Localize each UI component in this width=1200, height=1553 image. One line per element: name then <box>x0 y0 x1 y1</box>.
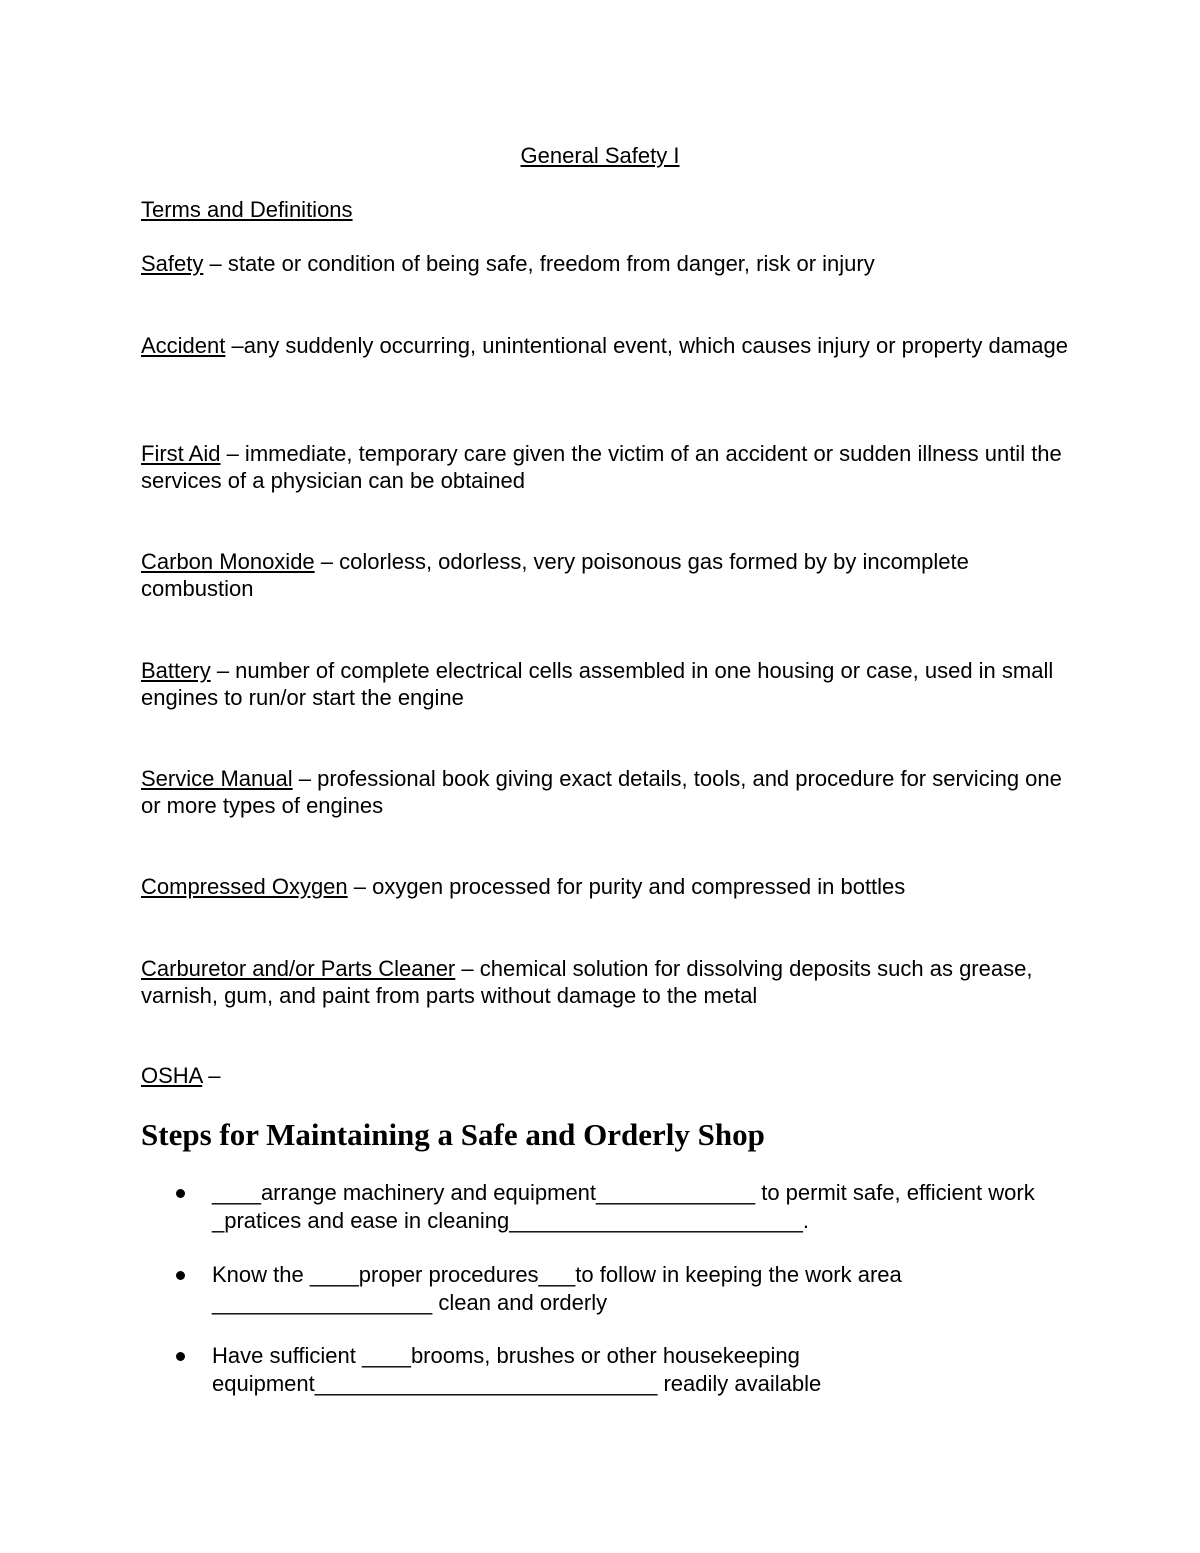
term-word: OSHA <box>141 1063 203 1088</box>
section-heading-terms: Terms and Definitions <box>141 197 353 222</box>
term-definition: – chemical solution for dissolving deposits such as grease, varnish, gum, and paint from parts without damage to the metal <box>141 956 1033 1008</box>
term-word: Carburetor and/or Parts Cleaner <box>141 956 456 981</box>
bullet-dot-icon <box>176 1189 185 1198</box>
term-word: Safety <box>141 251 204 276</box>
term-entry-service-manual <box>141 765 1071 819</box>
list-item-step-2 <box>212 1261 1072 1317</box>
page-title-text: General Safety I <box>520 143 680 168</box>
term-definition: –any suddenly occurring, unintentional event, which causes injury or property damage <box>225 333 1068 358</box>
term-entry-carbon-monoxide <box>141 548 1071 602</box>
list-item-step-3 <box>212 1342 1072 1398</box>
page-title <box>0 142 1200 170</box>
term-definition: – <box>202 1063 221 1088</box>
term-definition: – immediate, temporary care given the victim of an accident or sudden illness until the services of a physician can be obtained <box>141 441 1062 493</box>
term-entry-osha <box>141 1062 1071 1089</box>
term-word: Accident <box>141 333 226 358</box>
term-entry-compressed-oxygen <box>141 873 1071 900</box>
step-text: Have sufficient ____brooms, brushes or other housekeeping equipment____________________________ readily available <box>212 1343 822 1396</box>
step-text: Know the ____proper procedures___to follow in keeping the work area __________________ clean and orderly <box>212 1262 902 1315</box>
term-entry-first-aid <box>141 440 1071 494</box>
term-definition: – number of complete electrical cells assembled in one housing or case, used in small engines to run/or start the engine <box>141 658 1054 710</box>
term-word: Carbon Monoxide <box>141 549 315 574</box>
step-text: ____arrange machinery and equipment_____________ to permit safe, efficient work _pratices and ease in cleaning________________________. <box>212 1180 1035 1233</box>
term-entry-safety <box>141 250 1071 277</box>
term-definition: – colorless, odorless, very poisonous gas formed by by incomplete combustion <box>141 549 969 601</box>
term-definition: – state or condition of being safe, freedom from danger, risk or injury <box>203 251 875 276</box>
term-definition: – oxygen processed for purity and compressed in bottles <box>347 874 906 899</box>
term-word: First Aid <box>141 441 221 466</box>
bullet-dot-icon <box>176 1271 185 1280</box>
term-word: Service Manual <box>141 766 293 791</box>
bullet-dot-icon <box>176 1352 185 1361</box>
term-word: Compressed Oxygen <box>141 874 348 899</box>
term-word: Battery <box>141 658 211 683</box>
term-entry-battery <box>141 657 1071 711</box>
steps-heading: Steps for Maintaining a Safe and Orderly Shop <box>141 1117 765 1152</box>
term-entry-carburetor-cleaner <box>141 955 1071 1009</box>
term-definition: – professional book giving exact details, tools, and procedure for servicing one or more types of engines <box>141 766 1062 818</box>
list-item-step-1 <box>212 1179 1072 1235</box>
term-entry-accident <box>141 332 1071 359</box>
